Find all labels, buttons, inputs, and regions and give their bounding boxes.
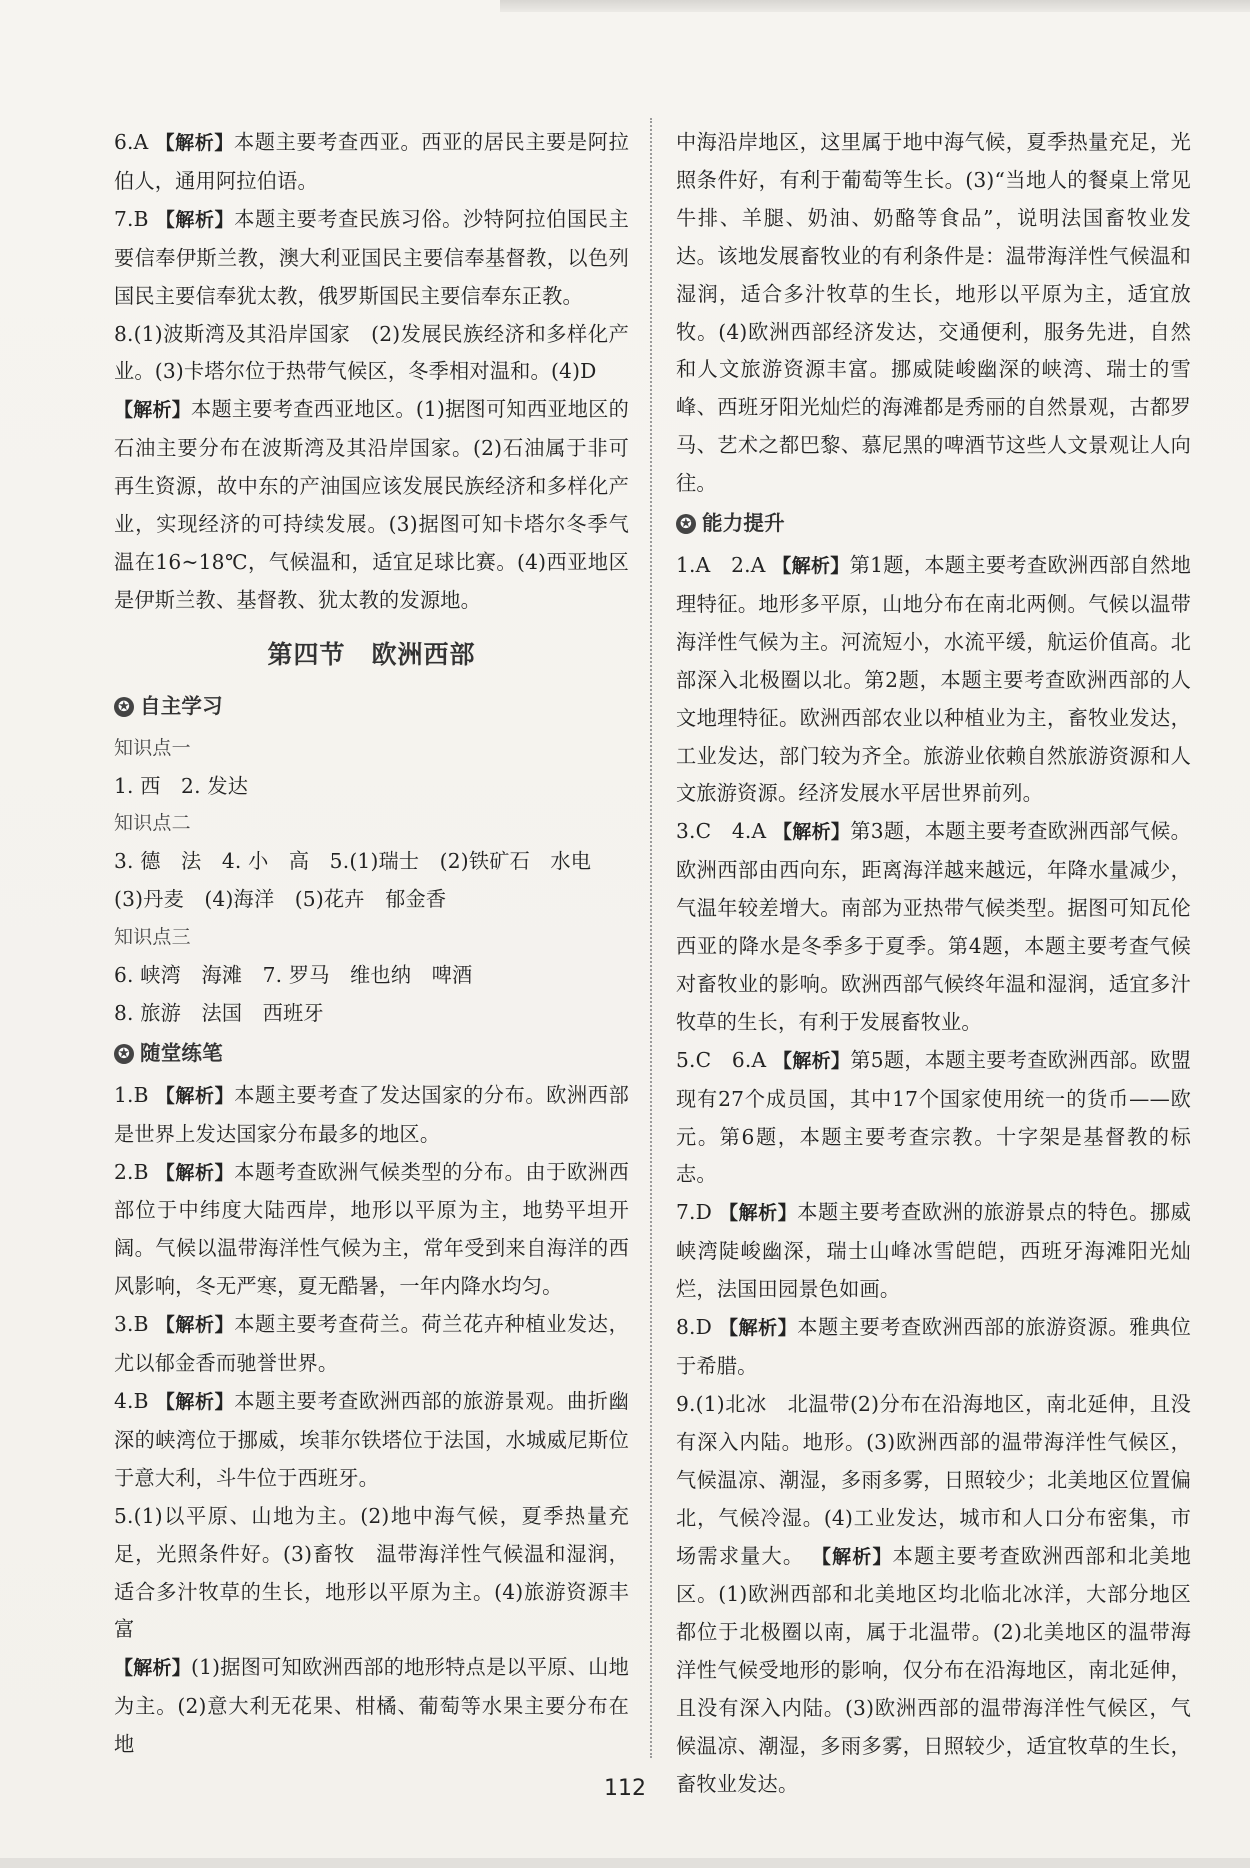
answer-7: 7.B 【解析】本题主要考查民族习俗。沙特阿拉伯国民主要信奉伊斯兰教，澳大利亚国民主要信奉基督教，以色列国民主要信奉犹太教，俄罗斯国民主要信奉东正教。 [114,206,629,308]
practice-2: 2.B 【解析】本题考查欧洲气候类型的分布。由于欧洲西部位于中纬度大陆西岸，地形以平原为主，地势平坦开阔。气候以温带海洋性气候为主，常年受到来自海洋的西风影响，冬无严寒，夏无酷暑，一年内降水均匀。 [114,1159,629,1299]
knowledge-point-2: 知识点二 [114,812,191,835]
answer-8: 8.(1)波斯湾及其沿岸国家 (2)发展民族经济和多样化产业。(3)卡塔尔位于热带气候区，冬季相对温和。(4)D [114,321,629,384]
scan-edge-bottom [0,1858,1250,1868]
kp1-answers: 1. 西 2. 发达 [114,773,249,798]
analysis-5: 【解析】(1)据图可知欧洲西部的地形特点是以平原、山地为主。(2)意大利无花果、柑橘、葡萄等水果主要分布在地 [114,1655,629,1757]
star-icon: ✪ [114,697,134,717]
heading-suitang: ✪ 随堂练笔 [114,1035,629,1073]
ability-3-4: 3.C 4.A 【解析】第3题，本题主要考查欧洲西部气候。欧洲西部由西向东，距离海洋越来越远，年降水量减少，气温年较差增大。南部为亚热带气候类型。据图可知瓦伦西亚的降水是冬季多于夏季。第4题，本题主要考查气候对畜牧业的影响。欧洲西部气候终年温和湿润，适宜多汁牧草的生长，有利于发展畜牧业。 [676,819,1191,1034]
star-icon: ✪ [676,514,696,534]
practice-5: 5.(1)以平原、山地为主。(2)地中海气候，夏季热量充足，光照条件好。(3)畜牧 温带海洋性气候温和湿润，适合多汁牧草的生长，地形以平原为主。(4)旅游资源丰富 [114,1503,629,1642]
knowledge-point-3: 知识点三 [114,926,191,949]
star-icon: ✪ [114,1044,134,1064]
kp2-answers-2: (3)丹麦 (4)海洋 (5)花卉 郁金香 [114,887,447,912]
ability-8: 8.D 【解析】本题主要考查欧洲西部的旅游资源。雅典位于希腊。 [676,1315,1191,1378]
practice-4: 4.B 【解析】本题主要考查欧洲西部的旅游景观。曲折幽深的峡湾位于挪威，埃菲尔铁塔位于法国，水城威尼斯位于意大利，斗牛位于西班牙。 [114,1389,629,1490]
ability-7: 7.D 【解析】本题主要考查欧洲的旅游景点的特色。挪威峡湾陡峻幽深，瑞士山峰冰雪皑皑，西班牙海滩阳光灿烂，法国田园景色如画。 [676,1200,1191,1302]
analysis-8: 【解析】本题主要考查西亚地区。(1)据图可知西亚地区的石油主要分布在波斯湾及其沿岸国家。(2)石油属于非可再生资源，故中东的产油国应该发展民族经济和多样化产业，实现经济的可持续发展。(3)据图可知卡塔尔冬季气温在16~18℃，气候温和，适宜足球比赛。(4)西亚地区是伊斯兰教、基督教、犹太教的发源地。 [114,397,629,612]
answer-6: 6.A 【解析】本题主要考查西亚。西亚的居民主要是阿拉伯人，通用阿拉伯语。 [114,130,629,193]
kp3-answers-2: 8. 旅游 法国 西班牙 [114,1000,324,1025]
ability-9: 9.(1)北冰 北温带(2)分布在沿海地区，南北延伸，且没有深入内陆。地形。(3)欧洲西部的温带海洋性气候区，气候温凉、潮湿，多雨多雾，日照较少；北美地区位置偏北，气候冷湿。(4)工业发达，城市和人口分布密集，市场需求量大。 【解析】本题主要考查欧洲西部和北美地区。(1)欧洲西部和北美地区均北临北冰洋，大部分地区都位于北极圈以南，属于北温带。(2)北美地区的温带海洋性气候受地形的影响，仅分布在沿海地区，南北延伸，且没有深入内陆。(3)欧洲西部的温带海洋性气候区，气候温凉、潮湿，多雨多雾，日照较少，适宜牧草的生长，畜牧业发达。 [676,1391,1191,1796]
practice-1: 1.B 【解析】本题主要考查了发达国家的分布。欧洲西部是世界上发达国家分布最多的地区。 [114,1082,629,1146]
ability-5-6: 5.C 6.A 【解析】第5题，本题主要考查欧洲西部。欧盟现有27个成员国，其中17个国家使用统一的货币——欧元。第6题，本题主要考查宗教。十字架是基督教的标志。 [676,1047,1191,1187]
heading-nengli: ✪ 能力提升 [676,505,1191,543]
column-divider [650,118,652,1758]
heading-zizhu: ✪ 自主学习 [114,688,629,726]
analysis-5-continued: 中海沿岸地区，这里属于地中海气候，夏季热量充足，光照条件好，有利于葡萄等生长。(3)“当地人的餐桌上常见牛排、羊腿、奶油、奶酪等食品”，说明法国畜牧业发达。该地发展畜牧业的有利条件是：温带海洋性气候温和湿润，适合多汁牧草的生长，地形以平原为主，适宜放牧。(4)欧洲西部经济发达，交通便利，服务先进，自然和人文旅游资源丰富。挪威陡峻幽深的峡湾、瑞士的雪峰、西班牙阳光灿烂的海滩都是秀丽的自然景观，古都罗马、艺术之都巴黎、慕尼黑的啤酒节这些人文景观让人向往。 [676,130,1191,496]
practice-3: 3.B 【解析】本题主要考查荷兰。荷兰花卉种植业发达，尤以郁金香而驰誉世界。 [114,1312,629,1376]
left-column [114,124,629,1764]
kp3-answers-1: 6. 峡湾 海滩 7. 罗马 维也纳 啤酒 [114,963,473,988]
right-column [676,124,1191,1804]
ability-1-2: 1.A 2.A 【解析】第1题，本题主要考查欧洲西部自然地理特征。地形多平原，山地分布在南北两侧。气候以温带海洋性气候为主。河流短小，水流平缓，航运价值高。北部深入北极圈以北。第2题，本题主要考查欧洲西部的人文地理特征。欧洲西部农业以种植业为主，畜牧业发达，工业发达，部门较为齐全。旅游业依赖自然旅游资源和人文旅游资源。经济发展水平居世界前列。 [676,552,1191,806]
scan-edge [500,0,1250,12]
page-number: 112 [604,1776,646,1801]
knowledge-point-1: 知识点一 [114,736,191,759]
kp2-answers-1: 3. 德 法 4. 小 高 5.(1)瑞士 (2)铁矿石 水电 [114,849,592,874]
section-title: 第四节 欧洲西部 [267,639,476,669]
